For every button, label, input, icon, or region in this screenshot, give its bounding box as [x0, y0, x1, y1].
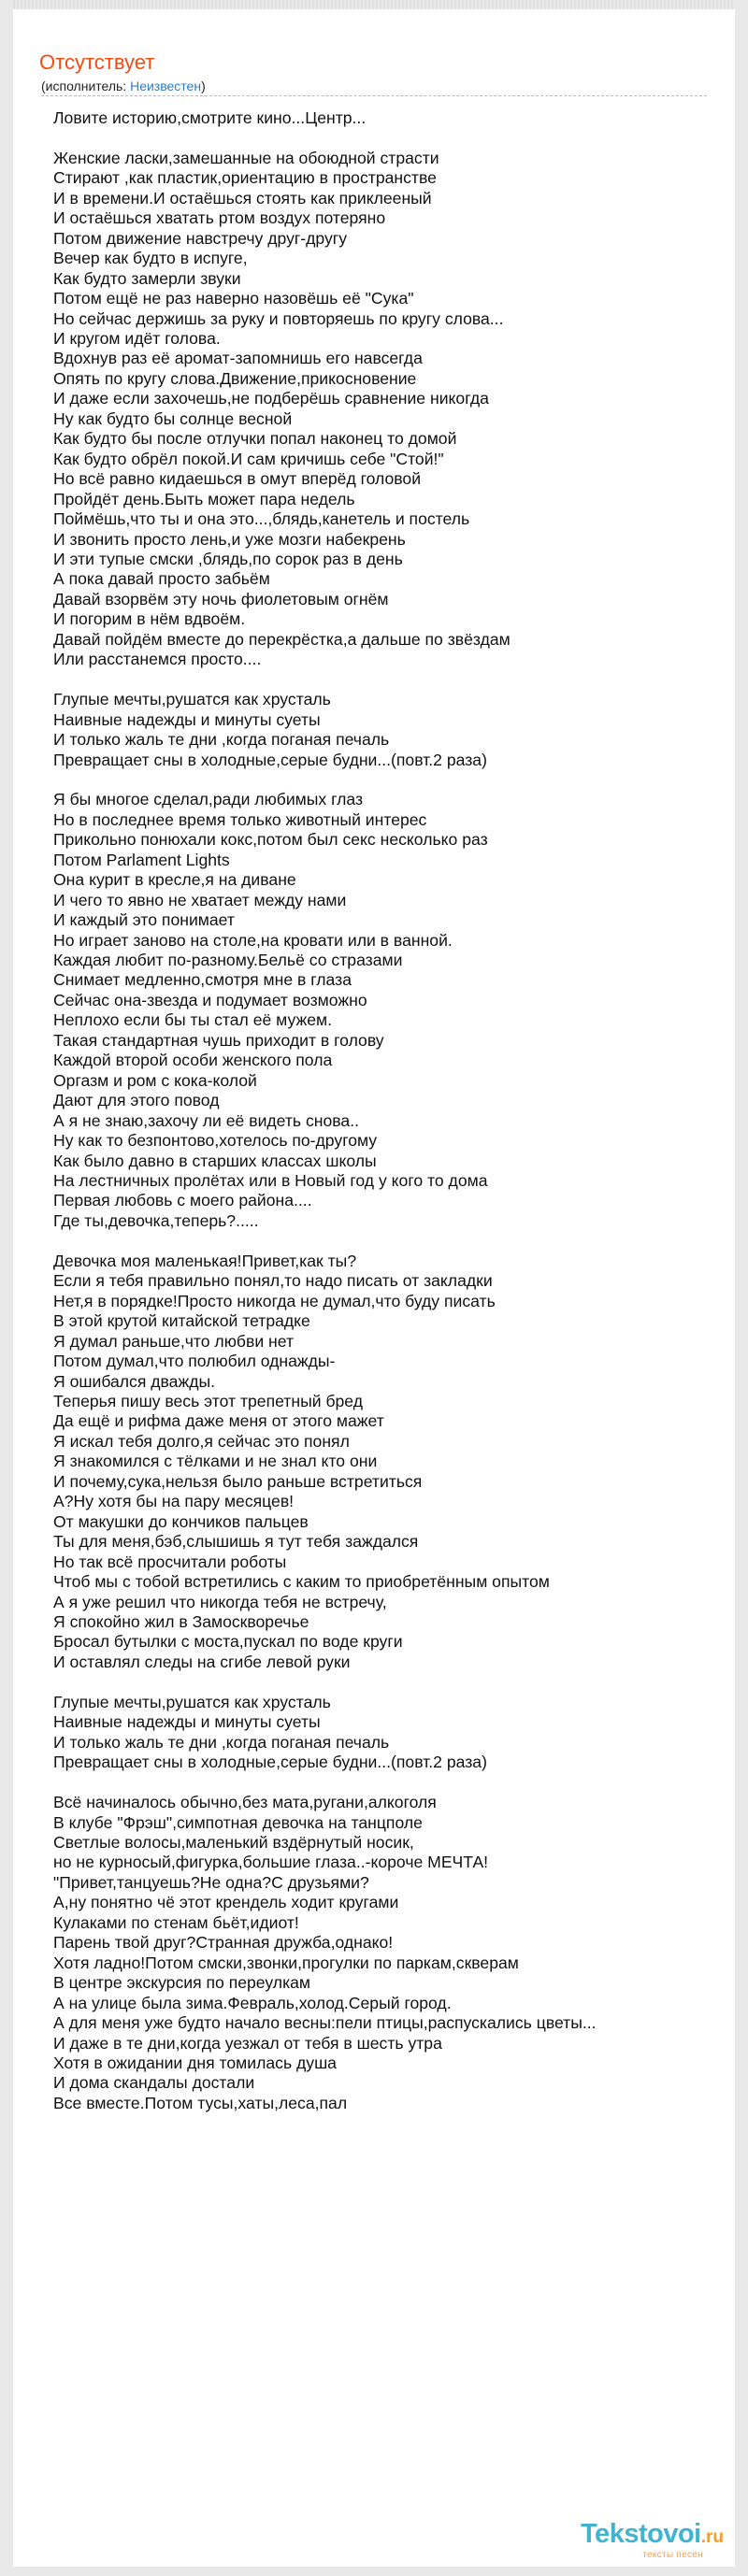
- site-logo[interactable]: [581, 2520, 724, 2560]
- header-divider: [41, 95, 707, 96]
- lyrics-page: [13, 9, 735, 2567]
- logo-tagline: тексты песен: [642, 2550, 703, 2560]
- performer-line: [41, 78, 206, 94]
- lyrics-text: Ловите историю,смотрите кино...Центр... Женские ласки,замешанные на обоюдной страсти Стирают ,как пластик,ориентацию в пространстве И в времени.И остаёшься стоять как приклееный И остаёшься хватать ртом воздух потеряно Потом движение навстречу друг-другу Вечер как будто в испуге, Как будто замерли звуки Потом ещё не раз наверно назовёшь её "Сука" Но сейчас держишь за руку и повторяешь по кругу слова... И кругом идёт голова. Вдохнув раз её аромат-запомнишь его навсегда Опять по кругу слова.Движение,прикосновение И даже если захочешь,не подберёшь сравнение никогда Ну как будто бы солнце весной Как будто бы после отлучки попал наконец то домой Как будто обрёл покой.И сам кричишь себе "Стой!" Но всё равно кидаешься в омут вперёд головой Пройдёт день.Быть может пара недель Поймёшь,что ты и она это...,блядь,канетель и постель И звонить просто лень,и уже мозги набекрень И эти тупые смски ,блядь,по сорок раз в день А пока давай просто забьём Давай взорвём эту ночь фиолетовым огнём И погорим в нём вдвоём. Давай пойдём вместе до перекрёстка,а дальше по звёздам Или расстанемся просто.... Глупые мечты,рушатся как хрусталь Наивные надежды и минуты суеты И только жаль те дни ,когда поганая печаль Превращает сны в холодные,серые будни...(повт.2 раза) Я бы многое сделал,ради любимых глаз Но в последнее время только животный интерес Прикольно понюхали кокс,потом был секс несколько раз Потом Parlament Lights Она курит в кресле,я на диване И чего то явно не хватает между нами И каждый это понимает Но играет заново на столе,на кровати или в ванной. Каждая любит по-разному.Бельё со стразами Снимает медленно,смотря мне в глаза Сейчас она-звезда и подумает возможно Неплохо если бы ты стал её мужем. Такая стандартная чушь приходит в голову Каждой второй особи женского пола Оргазм и ром с кока-колой Дают для этого повод А я не знаю,захочу ли её видеть снова.. Ну как то безпонтово,хотелось по-другому Как было давно в старших классах школы На лестничных пролётах или в Новый год у кого то дома Первая любовь с моего района.... Где ты,девочка,теперь?..... Девочка моя маленькая!Привет,как ты? Если я тебя правильно понял,то надо писать от закладки Нет,я в порядке!Просто никогда не думал,что буду писать В этой крутой китайской тетрадке Я думал раньше,что любви нет Потом думал,что полюбил однажды- Я ошибался дважды. Теперья пишу весь этот трепетный бред Да ещё и рифма даже меня от этого мажет Я искал тебя долго,я сейчас это понял Я знакомился с тёлками и не знал кто они И почему,сука,нельзя было раньше встретиться А?Ну хотя бы на пару месяцев! От макушки до кончиков пальцев Ты для меня,бэб,слышишь я тут тебя заждался Но так всё просчитали роботы Чтоб мы с тобой встретились с каким то приобретённым опытом А я уже решил что никогда тебя не встречу, Я спокойно жил в Замоскворечье Бросал бутылки с моста,пускал по воде круги И оставлял следы на сгибе левой руки Глупые мечты,рушатся как хрусталь Наивные надежды и минуты суеты И только жаль те дни ,когда поганая печаль Превращает сны в холодные,серые будни...(повт.2 раза) Всё начиналось обычно,без мата,ругани,алкоголя В клубе "Фрэш",симпотная девочка на танцполе Светлые волосы,маленький вздёрнутый носик, но не курносый,фигурка,большие глаза..-короче МЕЧТА! "Привет,танцуешь?Не одна?С друзьями? А,ну понятно чё этот крендель ходит кругами Кулаками по стенам бьёт,идиот! Парень твой друг?Странная дружба,однако! Хотя ладно!Потом смски,звонки,прогулки по паркам,скверам В центре экскурсия по переулкам А на улице была зима.Февраль,холод.Серый город. А для меня уже будто начало весны:пели птицы,распускались цветы... И даже в те дни,когда уезжал от тебя в шесть утра Хотя в ожидании дня томилась душа И дома скандалы достали Все вместе.Потом тусы,хаты,леса,пал: [53, 108, 597, 2112]
- performer-link[interactable]: Неизвестен: [130, 79, 202, 93]
- logo-wordmark: [581, 2520, 724, 2552]
- logo-name: Tekstovoi: [581, 2519, 701, 2549]
- song-title: Отсутствует: [39, 50, 155, 74]
- logo-tld: .ru: [700, 2527, 724, 2547]
- page-top-border: [13, 0, 735, 9]
- performer-label: (исполнитель:: [41, 79, 131, 93]
- performer-close: ): [201, 79, 206, 93]
